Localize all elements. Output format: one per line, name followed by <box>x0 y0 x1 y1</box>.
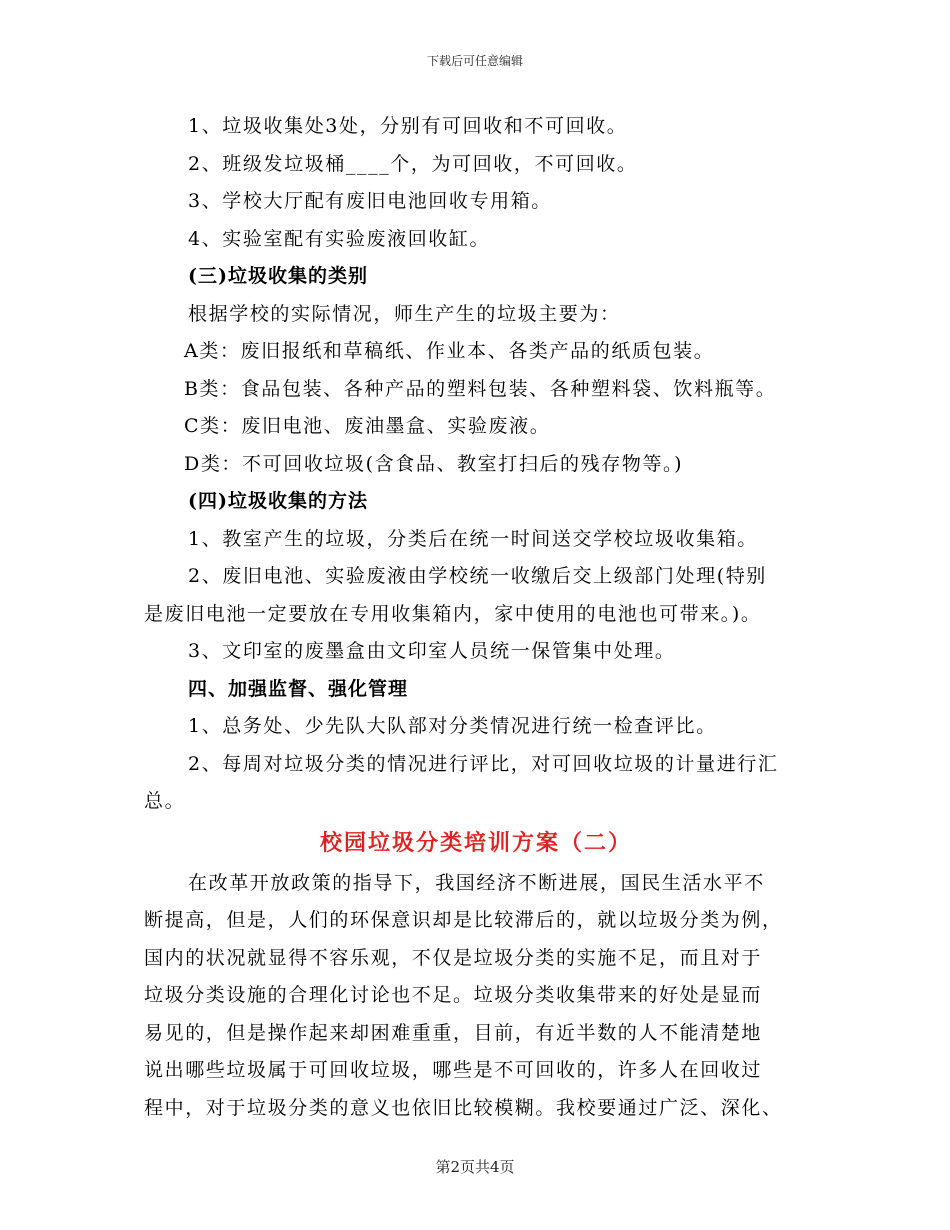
list-item: 1、教室产生的垃圾，分类后在统一时间送交学校垃圾收集箱。 <box>188 527 758 550</box>
paragraph-line: 国内的状况就显得不容乐观，不仅是垃圾分类的实施不足，而且对于 <box>144 946 763 969</box>
paragraph-line: 是废旧电池一定要放在专用收集箱内，家中使用的电池也可带来。)。 <box>144 602 762 625</box>
list-item: 4、实验室配有实验废液回收缸。 <box>188 227 491 250</box>
section-heading: 四、加强监督、强化管理 <box>188 677 409 700</box>
paragraph-line: 断提高，但是，人们的环保意识却是比较滞后的，就以垃圾分类为例， <box>144 909 783 931</box>
page-header: 下载后可任意编辑 <box>426 54 523 68</box>
document-title: 校园垃圾分类培训方案（二） <box>319 829 632 856</box>
paragraph-line: 程中，对于垃圾分类的意义也依旧比较模糊。我校要通过广泛、深化、 <box>144 1096 783 1119</box>
list-item: 2、每周对垃圾分类的情况进行评比，对可回收垃圾的计量进行汇 <box>188 752 779 775</box>
paragraph-line: 易见的，但是操作起来却困难重重，目前，有近半数的人不能清楚地 <box>144 1021 763 1044</box>
list-item: B类：食品包装、各种产品的塑料包装、各种塑料袋、饮料瓶等。 <box>184 377 777 400</box>
paragraph-line: 总。 <box>144 790 186 812</box>
list-item: 3、文印室的废墨盒由文印室人员统一保管集中处理。 <box>188 640 676 662</box>
page-footer: 第2页共4页 <box>435 1158 515 1176</box>
document-body <box>144 108 808 1127</box>
list-item: 2、班级发垃圾桶____个，为可回收，不可回收。 <box>188 152 638 175</box>
list-item: A类：废旧报纸和草稿纸、作业本、各类产品的纸质包装。 <box>184 340 715 362</box>
list-item: D类：不可回收垃圾(含食品、教室打扫后的残存物等。) <box>184 452 684 475</box>
list-item: 1、总务处、少先队大队部对分类情况进行统一检查评比。 <box>188 715 717 737</box>
list-item: C类：废旧电池、废油墨盒、实验废液。 <box>184 415 551 437</box>
paragraph-line: 根据学校的实际情况，师生产生的垃圾主要为： <box>188 302 621 325</box>
paragraph-line: 垃圾分类设施的合理化讨论也不足。垃圾分类收集带来的好处是显而 <box>144 984 763 1006</box>
list-item: 3、学校大厅配有废旧电池回收专用箱。 <box>188 190 552 212</box>
paragraph-line: 在改革开放政策的指导下，我国经济不断进展，国民生活水平不 <box>188 871 765 894</box>
section-heading: (三)垃圾收集的类别 <box>188 265 368 287</box>
paragraph-line: 说出哪些垃圾属于可回收垃圾，哪些是不可回收的，许多人在回收过 <box>144 1059 763 1081</box>
list-item: 2、废旧电池、实验废液由学校统一收缴后交上级部门处理(特别 <box>188 565 767 587</box>
section-heading: (四)垃圾收集的方法 <box>188 490 368 512</box>
list-item: 1、垃圾收集处3处，分别有可回收和不可回收。 <box>188 115 628 137</box>
